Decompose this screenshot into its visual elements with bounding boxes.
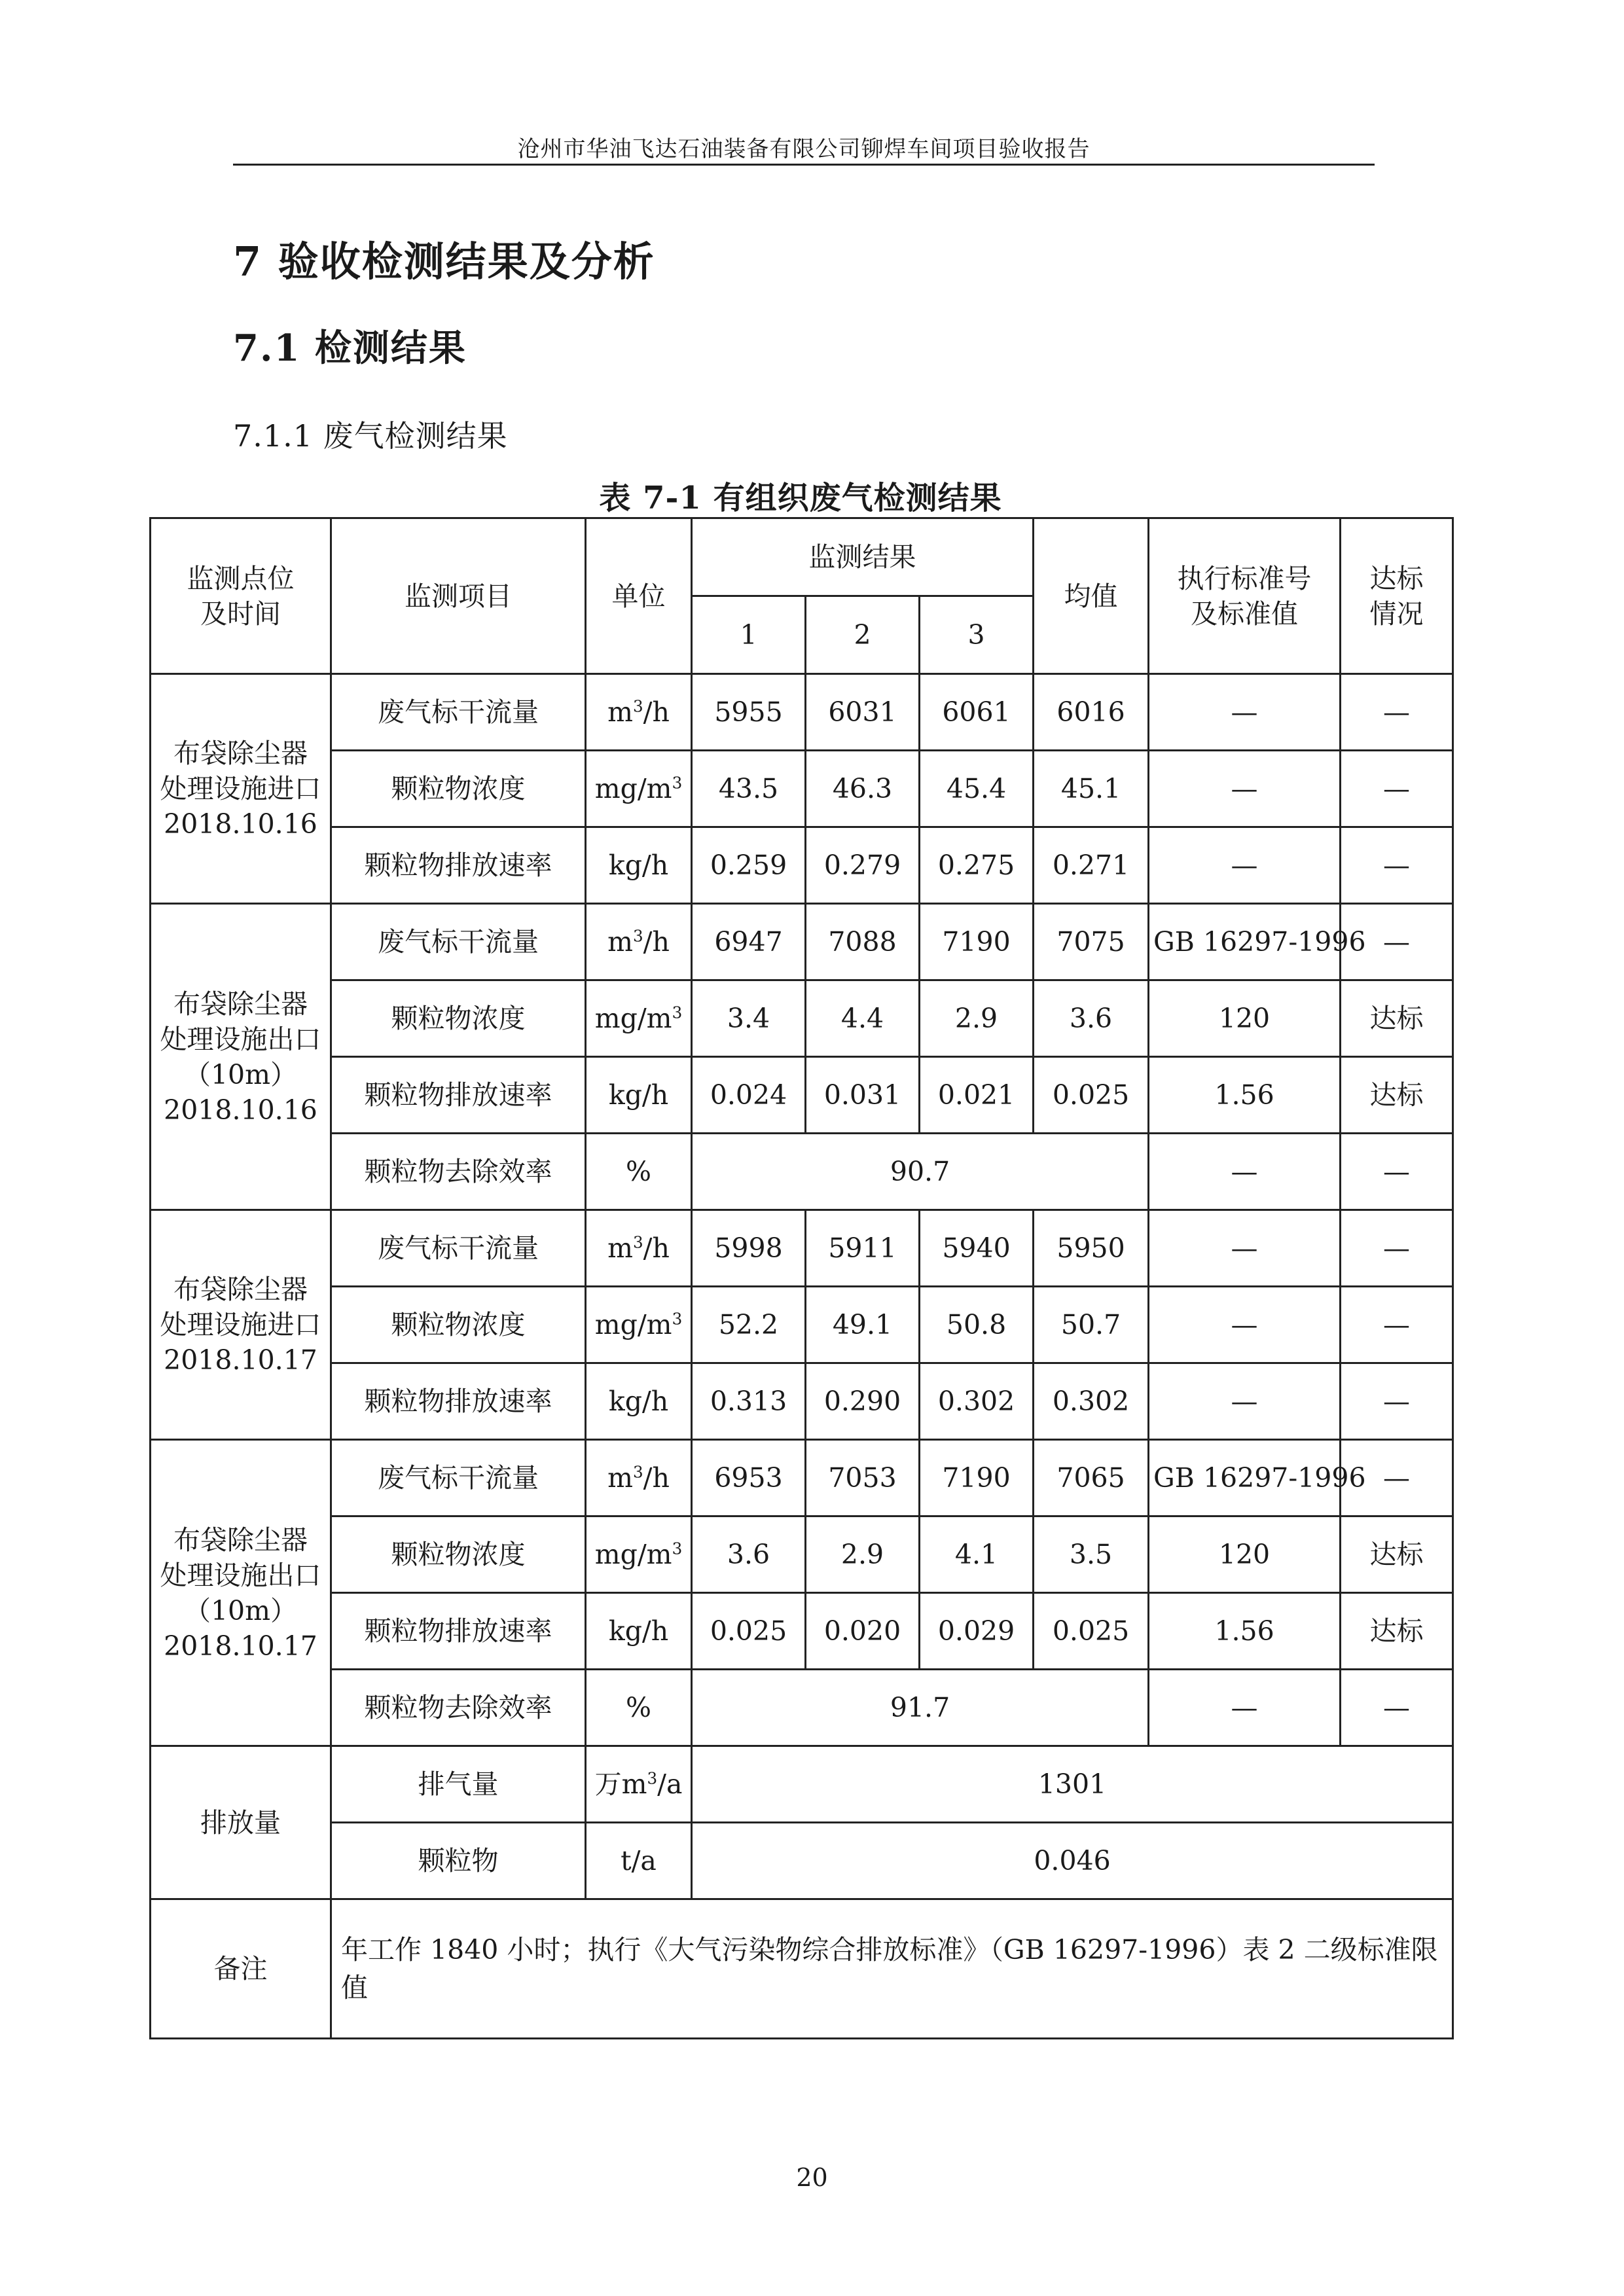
header-results: 监测结果 bbox=[692, 518, 1034, 596]
standard-cell: — bbox=[1149, 674, 1341, 751]
table-row bbox=[151, 1823, 1453, 1899]
value-cell: 50.8 bbox=[920, 1287, 1034, 1363]
results-table bbox=[149, 517, 1454, 2039]
value-cell: 0.302 bbox=[920, 1363, 1034, 1440]
value-cell: 7190 bbox=[920, 1440, 1034, 1516]
table-row bbox=[151, 1516, 1453, 1593]
unit-cell: $m^3/h$ bbox=[586, 674, 692, 751]
value-cell: 6031 bbox=[806, 674, 920, 751]
standard-cell: GB 16297-1996 bbox=[1149, 904, 1341, 980]
table-row bbox=[151, 1363, 1453, 1440]
compliance-cell: — bbox=[1341, 827, 1453, 904]
mean-cell: 45.1 bbox=[1034, 751, 1149, 827]
subsection-heading: 7.1 检测结果 bbox=[233, 327, 467, 370]
header-point-time: 监测点位 及时间 bbox=[151, 518, 331, 674]
value-cell: 3.4 bbox=[692, 980, 806, 1057]
table-row bbox=[151, 1210, 1453, 1287]
value-cell: 7088 bbox=[806, 904, 920, 980]
table-caption: 表 7-1 有组织废气检测结果 bbox=[599, 480, 1002, 516]
value-cell: 0.313 bbox=[692, 1363, 806, 1440]
compliance-cell: — bbox=[1341, 904, 1453, 980]
page-number: 20 bbox=[796, 2163, 828, 2192]
value-cell: 0.024 bbox=[692, 1057, 806, 1134]
value-cell: 5911 bbox=[806, 1210, 920, 1287]
item-cell: 废气标干流量 bbox=[331, 674, 586, 751]
running-header: 沧州市华油飞达石油装备有限公司铆焊车间项目验收报告 bbox=[517, 136, 1091, 162]
item-cell: 废气标干流量 bbox=[331, 1210, 586, 1287]
mean-cell: 7065 bbox=[1034, 1440, 1149, 1516]
location-cell: 布袋除尘器 处理设施进口 2018.10.16 bbox=[151, 674, 331, 904]
unit-cell: % bbox=[586, 1670, 692, 1746]
table-row bbox=[151, 1593, 1453, 1670]
table-header-row bbox=[151, 518, 1453, 596]
unit-cell: $mg/m^3$ bbox=[586, 980, 692, 1057]
compliance-cell: 达标 bbox=[1341, 1057, 1453, 1134]
header-mean: 均值 bbox=[1034, 518, 1149, 674]
emission-value-cell: 1301 bbox=[692, 1746, 1453, 1823]
compliance-cell: 达标 bbox=[1341, 1516, 1453, 1593]
efficiency-value-cell: 91.7 bbox=[692, 1670, 1149, 1746]
value-cell: 6953 bbox=[692, 1440, 806, 1516]
unit-cell: $m^3/h$ bbox=[586, 904, 692, 980]
mean-cell: 5950 bbox=[1034, 1210, 1149, 1287]
value-cell: 43.5 bbox=[692, 751, 806, 827]
table-row bbox=[151, 674, 1453, 751]
unit-cell: % bbox=[586, 1134, 692, 1210]
item-cell: 颗粒物去除效率 bbox=[331, 1670, 586, 1746]
value-cell: 5955 bbox=[692, 674, 806, 751]
item-cell: 颗粒物排放速率 bbox=[331, 1593, 586, 1670]
unit-cell: t/a bbox=[586, 1823, 692, 1899]
mean-cell: 50.7 bbox=[1034, 1287, 1149, 1363]
unit-cell: $m^3/h$ bbox=[586, 1440, 692, 1516]
item-cell: 颗粒物浓度 bbox=[331, 1287, 586, 1363]
standard-cell: 1.56 bbox=[1149, 1593, 1341, 1670]
header-compliance: 达标 情况 bbox=[1341, 518, 1453, 674]
standard-cell: 120 bbox=[1149, 980, 1341, 1057]
item-cell: 颗粒物排放速率 bbox=[331, 1057, 586, 1134]
mean-cell: 6016 bbox=[1034, 674, 1149, 751]
item-cell: 颗粒物排放速率 bbox=[331, 827, 586, 904]
subsubsection-heading: 7.1.1 废气检测结果 bbox=[233, 418, 508, 454]
efficiency-value-cell: 90.7 bbox=[692, 1134, 1149, 1210]
mean-cell: 0.302 bbox=[1034, 1363, 1149, 1440]
value-cell: 0.031 bbox=[806, 1057, 920, 1134]
value-cell: 52.2 bbox=[692, 1287, 806, 1363]
value-cell: 0.029 bbox=[920, 1593, 1034, 1670]
standard-cell: — bbox=[1149, 751, 1341, 827]
value-cell: 0.020 bbox=[806, 1593, 920, 1670]
item-cell: 颗粒物浓度 bbox=[331, 1516, 586, 1593]
mean-cell: 7075 bbox=[1034, 904, 1149, 980]
standard-cell: 1.56 bbox=[1149, 1057, 1341, 1134]
value-cell: 0.259 bbox=[692, 827, 806, 904]
item-cell: 颗粒物 bbox=[331, 1823, 586, 1899]
table-row bbox=[151, 827, 1453, 904]
table-row bbox=[151, 1287, 1453, 1363]
standard-cell: — bbox=[1149, 827, 1341, 904]
value-cell: 0.021 bbox=[920, 1057, 1034, 1134]
table-row bbox=[151, 1899, 1453, 2039]
unit-cell: kg/h bbox=[586, 1593, 692, 1670]
item-cell: 颗粒物去除效率 bbox=[331, 1134, 586, 1210]
item-cell: 排气量 bbox=[331, 1746, 586, 1823]
value-cell: 4.1 bbox=[920, 1516, 1034, 1593]
value-cell: 6061 bbox=[920, 674, 1034, 751]
section-heading: 7 验收检测结果及分析 bbox=[233, 238, 655, 285]
compliance-cell: — bbox=[1341, 1210, 1453, 1287]
mean-cell: 3.5 bbox=[1034, 1516, 1149, 1593]
item-cell: 颗粒物排放速率 bbox=[331, 1363, 586, 1440]
item-cell: 颗粒物浓度 bbox=[331, 751, 586, 827]
value-cell: 7190 bbox=[920, 904, 1034, 980]
value-cell: 5998 bbox=[692, 1210, 806, 1287]
header-run-3: 3 bbox=[920, 596, 1034, 674]
unit-cell: $mg/m^3$ bbox=[586, 1287, 692, 1363]
mean-cell: 0.271 bbox=[1034, 827, 1149, 904]
unit-cell: kg/h bbox=[586, 827, 692, 904]
table-row bbox=[151, 1057, 1453, 1134]
table-row bbox=[151, 1670, 1453, 1746]
value-cell: 45.4 bbox=[920, 751, 1034, 827]
unit-cell: $m^3/h$ bbox=[586, 1210, 692, 1287]
header-rule bbox=[233, 164, 1375, 166]
standard-cell: 120 bbox=[1149, 1516, 1341, 1593]
table-row bbox=[151, 904, 1453, 980]
value-cell: 49.1 bbox=[806, 1287, 920, 1363]
value-cell: 6947 bbox=[692, 904, 806, 980]
compliance-cell: — bbox=[1341, 1440, 1453, 1516]
header-run-1: 1 bbox=[692, 596, 806, 674]
mean-cell: 3.6 bbox=[1034, 980, 1149, 1057]
compliance-cell: — bbox=[1341, 1363, 1453, 1440]
unit-cell: 万$m^3/a$ bbox=[586, 1746, 692, 1823]
item-cell: 颗粒物浓度 bbox=[331, 980, 586, 1057]
mean-cell: 0.025 bbox=[1034, 1593, 1149, 1670]
header-unit: 单位 bbox=[586, 518, 692, 674]
header-standard: 执行标准号 及标准值 bbox=[1149, 518, 1341, 674]
value-cell: 2.9 bbox=[920, 980, 1034, 1057]
value-cell: 3.6 bbox=[692, 1516, 806, 1593]
standard-cell: — bbox=[1149, 1134, 1341, 1210]
note-text-cell: 年工作 1840 小时；执行《大气污染物综合排放标准》（GB 16297-1996）表 2 二级标准限值 bbox=[331, 1899, 1453, 2039]
compliance-cell: 达标 bbox=[1341, 980, 1453, 1057]
compliance-cell: — bbox=[1341, 1134, 1453, 1210]
value-cell: 0.279 bbox=[806, 827, 920, 904]
table-row bbox=[151, 751, 1453, 827]
header-item: 监测项目 bbox=[331, 518, 586, 674]
compliance-cell: — bbox=[1341, 1287, 1453, 1363]
value-cell: 46.3 bbox=[806, 751, 920, 827]
standard-cell: — bbox=[1149, 1210, 1341, 1287]
table-row bbox=[151, 1746, 1453, 1823]
value-cell: 5940 bbox=[920, 1210, 1034, 1287]
table-row bbox=[151, 980, 1453, 1057]
location-cell: 布袋除尘器 处理设施出口 （10m） 2018.10.16 bbox=[151, 904, 331, 1210]
value-cell: 0.290 bbox=[806, 1363, 920, 1440]
value-cell: 0.275 bbox=[920, 827, 1034, 904]
compliance-cell: — bbox=[1341, 1670, 1453, 1746]
compliance-cell: 达标 bbox=[1341, 1593, 1453, 1670]
unit-cell: $mg/m^3$ bbox=[586, 1516, 692, 1593]
value-cell: 0.025 bbox=[692, 1593, 806, 1670]
value-cell: 2.9 bbox=[806, 1516, 920, 1593]
standard-cell: — bbox=[1149, 1670, 1341, 1746]
emission-label-cell: 排放量 bbox=[151, 1746, 331, 1899]
table-row bbox=[151, 1134, 1453, 1210]
table-row bbox=[151, 1440, 1453, 1516]
value-cell: 7053 bbox=[806, 1440, 920, 1516]
standard-cell: GB 16297-1996 bbox=[1149, 1440, 1341, 1516]
note-label-cell: 备注 bbox=[151, 1899, 331, 2039]
unit-cell: $mg/m^3$ bbox=[586, 751, 692, 827]
compliance-cell: — bbox=[1341, 751, 1453, 827]
item-cell: 废气标干流量 bbox=[331, 904, 586, 980]
location-cell: 布袋除尘器 处理设施出口 （10m） 2018.10.17 bbox=[151, 1440, 331, 1746]
header-run-2: 2 bbox=[806, 596, 920, 674]
compliance-cell: — bbox=[1341, 674, 1453, 751]
location-cell: 布袋除尘器 处理设施进口 2018.10.17 bbox=[151, 1210, 331, 1440]
unit-cell: kg/h bbox=[586, 1363, 692, 1440]
standard-cell: — bbox=[1149, 1363, 1341, 1440]
mean-cell: 0.025 bbox=[1034, 1057, 1149, 1134]
item-cell: 废气标干流量 bbox=[331, 1440, 586, 1516]
value-cell: 4.4 bbox=[806, 980, 920, 1057]
standard-cell: — bbox=[1149, 1287, 1341, 1363]
unit-cell: kg/h bbox=[586, 1057, 692, 1134]
emission-value-cell: 0.046 bbox=[692, 1823, 1453, 1899]
